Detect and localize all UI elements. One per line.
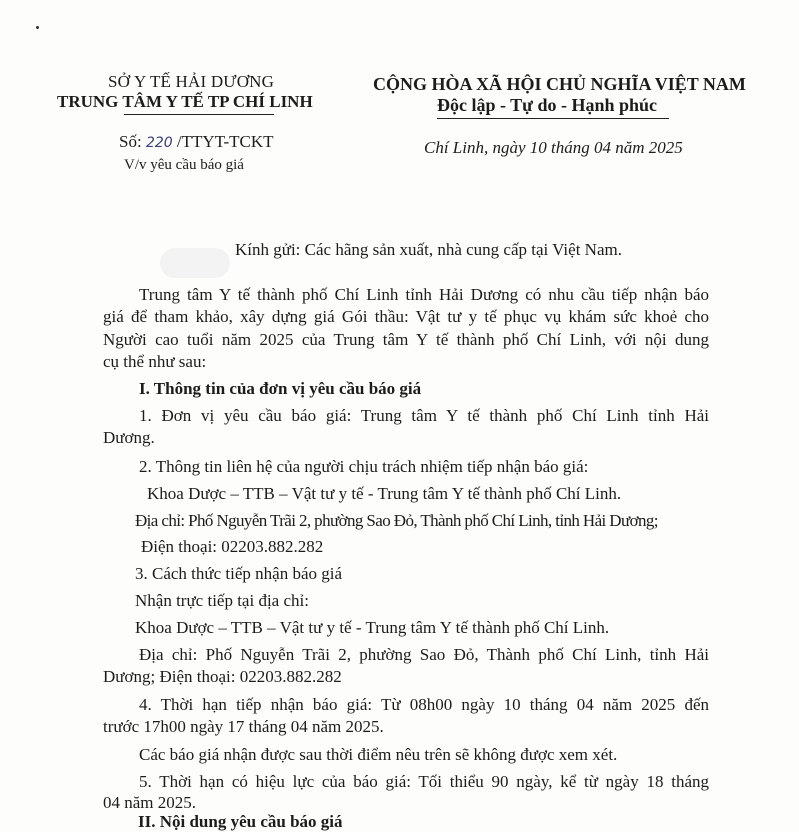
national-motto: Độc lập - Tự do - Hạnh phúc: [437, 95, 658, 115]
item-1-line-2: Dương.: [103, 428, 155, 447]
intro-line-3: Người cao tuổi năm 2025 của Trung tâm Y tế thành phố Chí Linh, với nội dung: [103, 330, 709, 349]
document-date: Chí Linh, ngày 10 tháng 04 năm 2025: [424, 138, 683, 157]
doc-number-handwritten: 220: [145, 135, 173, 151]
item-3-address-line-1: Địa chỉ: Phố Nguyễn Trãi 2, phường Sao Đỏ, Thành phố Chí Linh, tỉnh Hải: [139, 645, 709, 664]
section-1-title: I. Thông tin của đơn vị yêu cầu báo giá: [139, 379, 422, 398]
scan-speck: [36, 26, 39, 29]
faint-stamp-impression: [160, 248, 230, 278]
intro-line-4: cụ thể như sau:: [103, 352, 207, 371]
item-3-department: Khoa Dược – TTB – Vật tư y tế - Trung tâm Y tế thành phố Chí Linh.: [135, 618, 610, 637]
doc-number-suffix: /TTYT-TCKT: [176, 132, 274, 151]
item-2-phone: Điện thoại: 02203.882.282: [141, 537, 324, 556]
item-4-line-2: trước 17h00 ngày 17 tháng 04 năm 2025.: [103, 717, 384, 736]
item-4-note: Các báo giá nhận được sau thời điểm nêu trên sẽ không được xem xét.: [139, 745, 618, 764]
document-number: [119, 132, 274, 152]
item-2-address: Địa chỉ: Phố Nguyễn Trãi 2, phường Sao Đỏ, Thành phố Chí Linh, tỉnh Hải Dương;: [135, 511, 658, 530]
ministry-name: SỞ Y TẾ HẢI DƯƠNG: [108, 72, 275, 91]
item-5-line-2: 04 năm 2025.: [103, 793, 197, 812]
item-2-department: Khoa Dược – TTB – Vật tư y tế - Trung tâm Y tế thành phố Chí Linh.: [147, 484, 622, 503]
item-1-line-1: 1. Đơn vị yêu cầu báo giá: Trung tâm Y tế thành phố Chí Linh tỉnh Hải: [139, 406, 709, 425]
item-4-line-1: 4. Thời hạn tiếp nhận báo giá: Từ 08h00 ngày 10 tháng 04 năm 2025 đến: [139, 695, 709, 714]
motto-underline: [437, 118, 669, 119]
item-5-line-1: 5. Thời hạn có hiệu lực của báo giá: Tối thiểu 90 ngày, kể từ ngày 18 tháng: [139, 772, 709, 791]
document-subject: V/v yêu cầu báo giá: [124, 157, 244, 173]
item-3-direct: Nhận trực tiếp tại địa chỉ:: [135, 591, 309, 610]
intro-line-1: Trung tâm Y tế thành phố Chí Linh tỉnh Hải Dương có nhu cầu tiếp nhận báo: [139, 285, 709, 304]
intro-line-2: giá để tham khảo, xây dựng giá Gói thầu: Vật tư y tế phục vụ khám sức khoẻ cho: [103, 307, 709, 326]
agency-name: TRUNG TÂM Y TẾ TP CHÍ LINH: [57, 92, 313, 111]
agency-underline: [124, 114, 274, 115]
doc-number-prefix: Số:: [119, 132, 142, 151]
republic-title: CỘNG HÒA XÃ HỘI CHỦ NGHĨA VIỆT NAM: [373, 74, 746, 94]
recipient-line: Kính gửi: Các hãng sản xuất, nhà cung cấp tại Việt Nam.: [235, 240, 622, 259]
section-2-title-partial: II. Nội dung yêu cầu báo giá: [138, 812, 343, 831]
item-3-address-line-2: Dương; Điện thoại: 02203.882.282: [103, 667, 342, 686]
item-2: 2. Thông tin liên hệ của người chịu trách nhiệm tiếp nhận báo giá:: [139, 457, 589, 476]
item-3: 3. Cách thức tiếp nhận báo giá: [135, 564, 343, 583]
